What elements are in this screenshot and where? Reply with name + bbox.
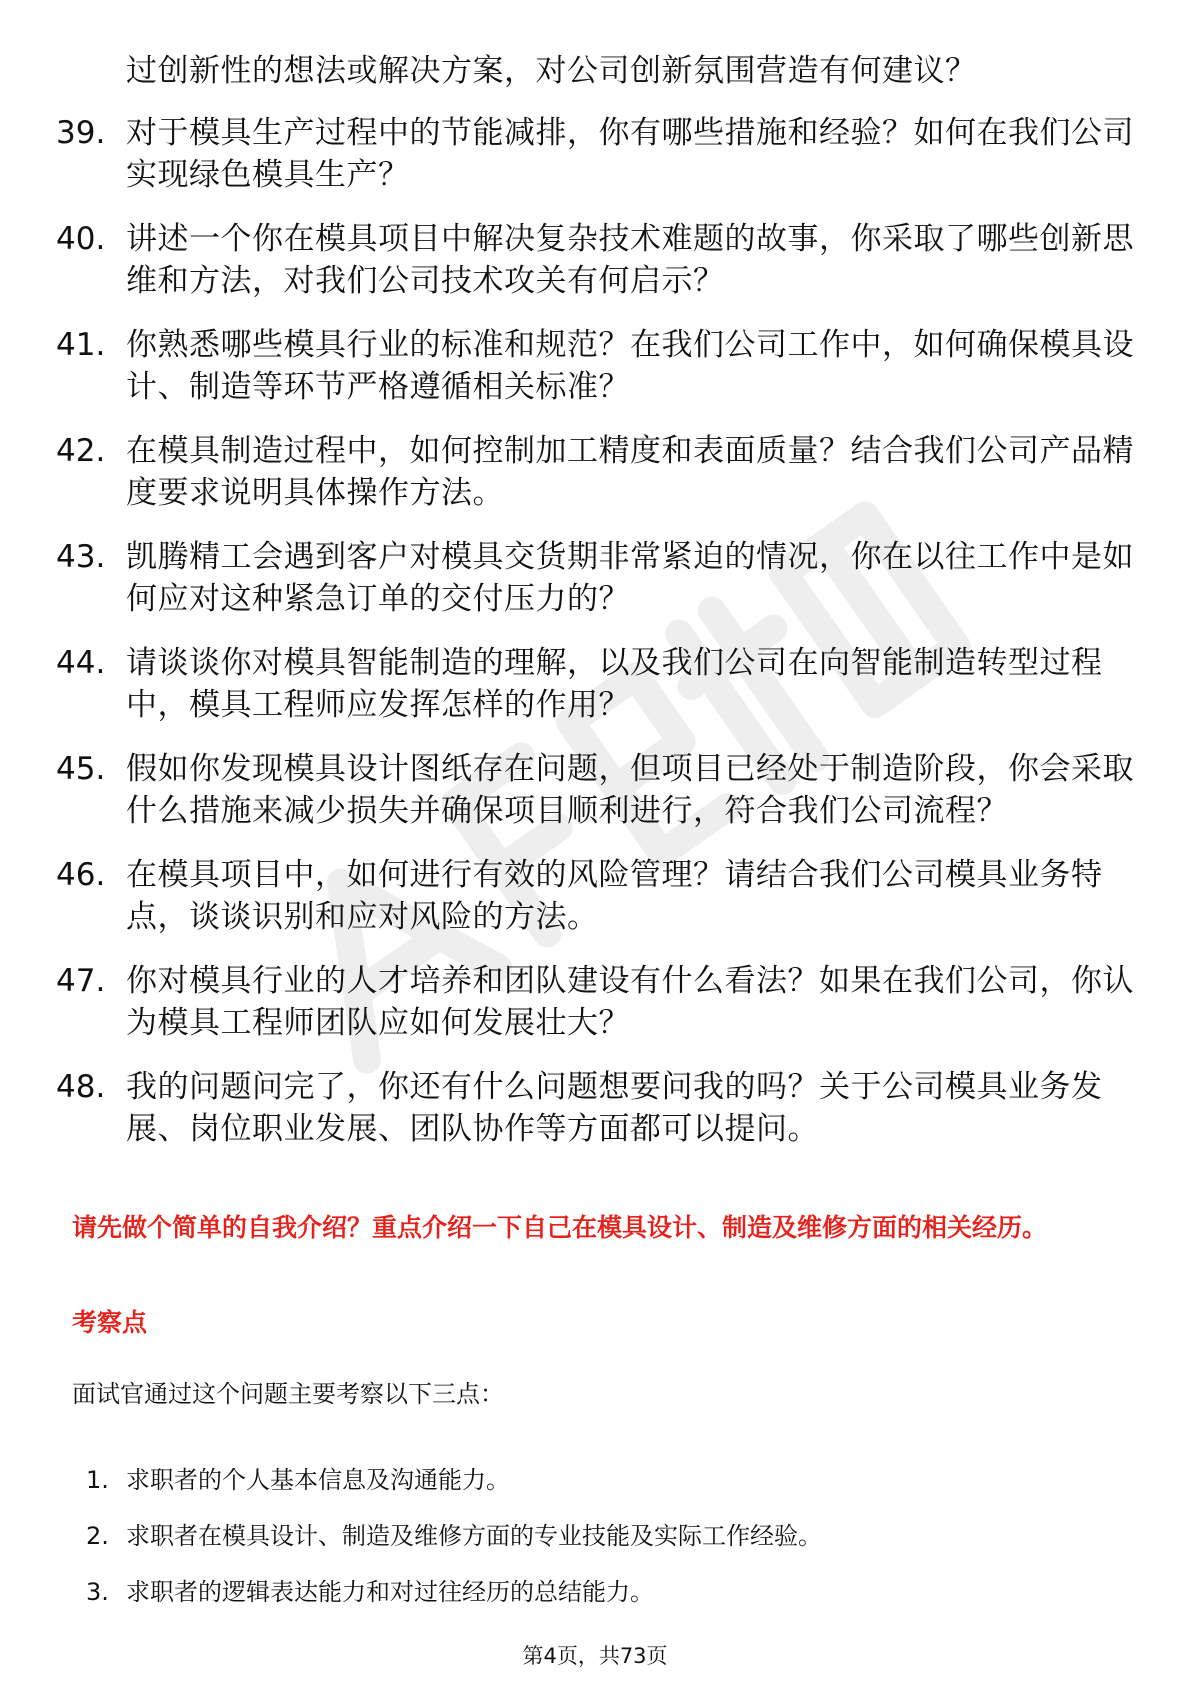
question-number: 40. (56, 221, 106, 257)
question-text: 请谈谈你对模具智能制造的理解，以及我们公司在向智能制造转型过程中，模具工程师应发挥怎样的作用？ (126, 645, 1103, 723)
question-text: 讲述一个你在模具项目中解决复杂技术难题的故事，你采取了哪些创新思维和方法，对我们公司技术攻关有何启示？ (126, 221, 1134, 299)
question-number: 48. (56, 1069, 106, 1105)
assessment-point-text: 求职者的逻辑表达能力和对过往经历的总结能力。 (126, 1578, 654, 1606)
question-number: 41. (56, 327, 106, 363)
question-item (56, 642, 1136, 726)
question-item (56, 218, 1136, 302)
assessment-point-number: 2. (86, 1522, 109, 1550)
question-text: 在模具制造过程中，如何控制加工精度和表面质量？结合我们公司产品精度要求说明具体操作方法。 (126, 433, 1134, 511)
question-number: 39. (56, 115, 106, 151)
question-number: 47. (56, 963, 106, 999)
question-text: 凯腾精工会遇到客户对模具交货期非常紧迫的情况，你在以往工作中是如何应对这种紧急订单的交付压力的？ (126, 539, 1134, 617)
assessment-points-list (86, 1463, 822, 1631)
question-text: 假如你发现模具设计图纸存在问题，但项目已经处于制造阶段，你会采取什么措施来减少损失并确保项目顺利进行，符合我们公司流程？ (126, 751, 1134, 829)
question-item (56, 854, 1136, 938)
question-text: 在模具项目中，如何进行有效的风险管理？请结合我们公司模具业务特点，谈谈识别和应对风险的方法。 (126, 857, 1103, 935)
question-continuation-text: 过创新性的想法或解决方案，对公司创新氛围营造有何建议？ (126, 53, 977, 89)
answer-question-heading: 请先做个简单的自我介绍？重点介绍一下自己在模具设计、制造及维修方面的相关经历。 (72, 1213, 1048, 1242)
question-number: 45. (56, 751, 106, 787)
question-text: 对于模具生产过程中的节能减排，你有哪些措施和经验？如何在我们公司实现绿色模具生产？ (126, 115, 1134, 193)
assessment-point-text: 求职者在模具设计、制造及维修方面的专业技能及实际工作经验。 (126, 1522, 822, 1550)
assessment-point (86, 1519, 822, 1553)
question-item (56, 1066, 1136, 1150)
assessment-point-number: 1. (86, 1466, 109, 1494)
question-number: 46. (56, 857, 106, 893)
assessment-point (86, 1575, 822, 1609)
question-item (56, 430, 1136, 514)
question-text: 你对模具行业的人才培养和团队建设有什么看法？如果在我们公司，你认为模具工程师团队应如何发展壮大？ (126, 963, 1134, 1041)
page-indicator: 第4页，共73页 (522, 1644, 668, 1668)
question-text: 我的问题问完了，你还有什么问题想要问我的吗？关于公司模具业务发展、岗位职业发展、团队协作等方面都可以提问。 (126, 1069, 1103, 1147)
question-number: 42. (56, 433, 106, 469)
question-item (56, 536, 1136, 620)
question-number: 43. (56, 539, 106, 575)
assessment-point-text: 求职者的个人基本信息及沟通能力。 (126, 1466, 510, 1494)
assessment-point (86, 1463, 822, 1497)
question-item (56, 324, 1136, 408)
question-item (56, 960, 1136, 1044)
question-text: 你熟悉哪些模具行业的标准和规范？在我们公司工作中，如何确保模具设计、制造等环节严格遵循相关标准？ (126, 327, 1134, 405)
assessment-intro: 面试官通过这个问题主要考察以下三点： (72, 1380, 504, 1408)
question-number: 44. (56, 645, 106, 681)
assessment-point-number: 3. (86, 1578, 109, 1606)
assessment-points-label: 考察点 (72, 1308, 148, 1337)
question-item (56, 112, 1136, 196)
question-list (56, 112, 1136, 1172)
question-item (56, 748, 1136, 832)
